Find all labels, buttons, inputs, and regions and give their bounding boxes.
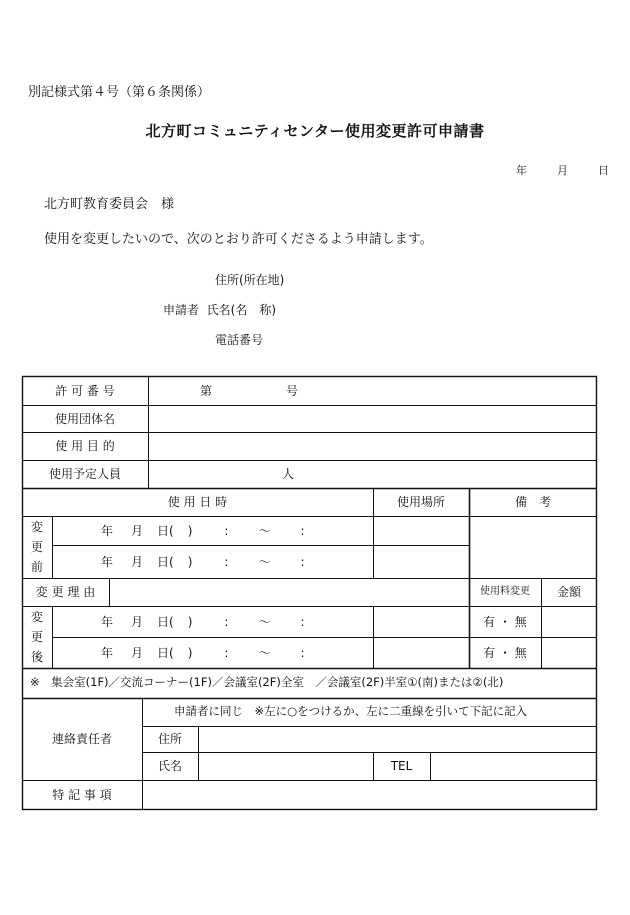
datetime-label: 使 用 日 時 xyxy=(167,495,228,509)
dt-close: ) xyxy=(187,524,193,538)
before-label-2: 更 xyxy=(30,540,43,554)
form-number: 別記様式第４号（第６条関係） xyxy=(28,85,211,100)
date-month: 月 xyxy=(557,164,568,177)
dt-colon: : xyxy=(300,646,305,660)
dt-colon: : xyxy=(300,615,305,629)
dt-year: 年 xyxy=(101,615,114,629)
dt-month: 月 xyxy=(131,555,144,569)
applicant-address-label: 住所(所在地) xyxy=(215,273,285,287)
dt-day: 日( xyxy=(157,555,174,569)
after-label-1: 変 xyxy=(30,610,43,624)
room-note: ※ 集会室(1F)／交流コーナー(1F)／会議室(2F)全室 ／会議室(2F)半室①(南)または②(北) xyxy=(30,675,504,689)
dt-colon: : xyxy=(300,555,305,569)
applicant-phone-label: 電話番号 xyxy=(215,333,264,347)
contact-note: 申請者に同じ ※左に○をつけるか、左に二重線を引いて下記に記入 xyxy=(174,704,528,718)
contact-label: 連絡責任者 xyxy=(51,732,112,746)
dt-day: 日( xyxy=(157,615,174,629)
fee-change-label: 使用料変更 xyxy=(480,586,530,597)
purpose-label: 使 用 目 的 xyxy=(55,439,115,453)
dt-close: ) xyxy=(187,615,193,629)
dt-month: 月 xyxy=(131,524,144,538)
applicant-label: 申請者 xyxy=(163,303,200,317)
contact-tel-label: TEL xyxy=(390,759,413,773)
reason-label: 変 更 理 由 xyxy=(35,585,96,599)
permit-number-label: 許 可 番 号 xyxy=(55,384,115,398)
dt-colon: : xyxy=(224,555,229,569)
group-name-label: 使用団体名 xyxy=(54,412,115,426)
permit-number-suffix: 号 xyxy=(286,384,299,398)
datetime-row xyxy=(101,616,305,628)
people-label: 使用予定人員 xyxy=(48,467,121,481)
date-year: 年 xyxy=(516,164,527,177)
dt-day: 日( xyxy=(157,646,174,660)
dt-colon: : xyxy=(224,646,229,660)
dt-tilde: ～ xyxy=(258,555,271,569)
amount-label: 金額 xyxy=(556,585,581,599)
dt-tilde: ～ xyxy=(258,524,271,538)
dt-tilde: ～ xyxy=(258,615,271,629)
special-notes-label: 特 記 事 項 xyxy=(52,788,112,802)
datetime-row xyxy=(101,647,305,659)
request-text: 使用を変更したいので、次のとおり許可くださるよう申請します。 xyxy=(44,232,433,247)
yes-no-1: 有 ・ 無 xyxy=(483,615,527,629)
dt-colon: : xyxy=(224,615,229,629)
addressee: 北方町教育委員会 様 xyxy=(44,197,175,212)
dt-month: 月 xyxy=(131,646,144,660)
contact-name-label: 氏名 xyxy=(157,759,182,773)
dt-month: 月 xyxy=(131,615,144,629)
place-label: 使用場所 xyxy=(396,495,445,509)
dt-colon: : xyxy=(224,524,229,538)
dt-year: 年 xyxy=(101,555,114,569)
dt-colon: : xyxy=(300,524,305,538)
dt-day: 日( xyxy=(157,524,174,538)
after-label-2: 更 xyxy=(30,630,43,644)
yes-no-2: 有 ・ 無 xyxy=(483,646,527,660)
remarks-label: 備 考 xyxy=(514,495,551,509)
name-label: 氏名(名 称) xyxy=(206,303,277,317)
before-label-1: 変 xyxy=(30,520,43,534)
permit-number-prefix: 第 xyxy=(200,384,213,398)
date-day: 日 xyxy=(598,164,609,177)
before-label-3: 前 xyxy=(30,560,43,574)
people-unit: 人 xyxy=(282,467,295,481)
contact-address-label: 住所 xyxy=(157,732,182,746)
dt-close: ) xyxy=(187,646,193,660)
dt-year: 年 xyxy=(101,524,114,538)
dt-tilde: ～ xyxy=(258,646,271,660)
dt-year: 年 xyxy=(101,646,114,660)
datetime-row xyxy=(101,556,305,568)
datetime-row xyxy=(101,525,305,537)
after-label-3: 後 xyxy=(30,650,43,664)
dt-close: ) xyxy=(187,555,193,569)
page-title: 北方町コミュニティセンター使用変更許可申請書 xyxy=(145,122,485,140)
